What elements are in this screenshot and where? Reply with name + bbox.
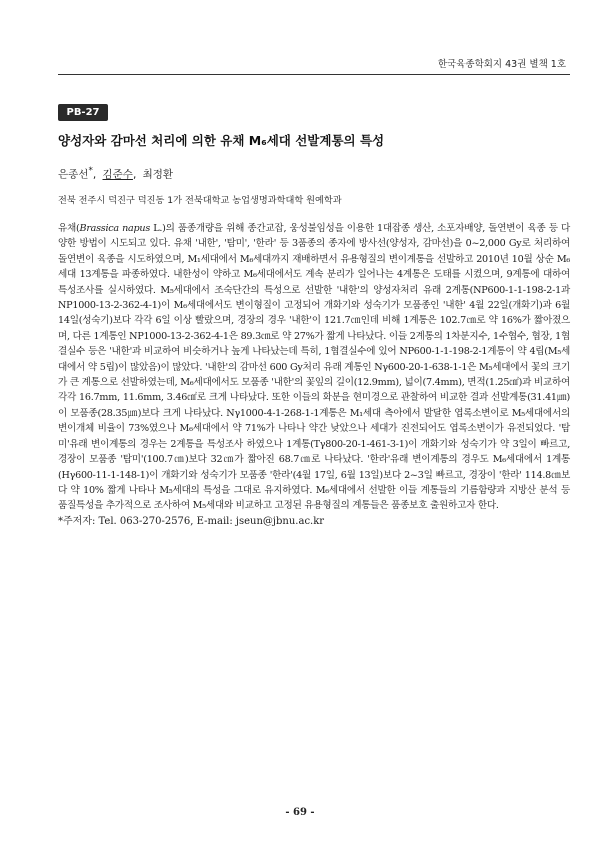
abstract	[58, 221, 570, 514]
page-number: - 69 -	[285, 807, 315, 818]
author-separator: ,	[92, 168, 97, 181]
author-name: 최정환	[142, 168, 174, 181]
contact-info: *주저자: Tel. 063-270-2576, E-mail: jseun@jbnu.ac.kr	[58, 516, 325, 527]
paper-title: 양성자와 감마선 처리에 의한 유채 M₆세대 선발계통의 특성	[58, 133, 385, 148]
abstract-text-start: 유채(	[58, 223, 80, 234]
author-list	[58, 166, 173, 182]
species-name: Brassica napus	[79, 223, 150, 234]
presentation-badge: PB-27	[58, 104, 108, 121]
journal-header: 한국육종학회지 43권 별책 1호	[437, 59, 566, 70]
author-separator: ,	[132, 168, 137, 181]
abstract-text-body: L.)의 품종개량을 위해 종간교잡, 웅성불임성을 이용한 1대잡종 생산, 소포자배양, 돌연변이 육종 등 다양한 방법이 시도되고 있다. 유채 '내한', '탐미', '한라' 등 3품종의 종자에 방사선(양성자, 감마선)을 0~2,000 Gy로 처리하여 돌연변이 육종을 시도하였으며, M₁세대에서 M₆세대까지 재배하면서 유용형질의 변이계통을 선발하고 2010년 10월 상순 M₆세대 13계통을 파종하였다. 내한성이 약하고 M₆세대에서도 계속 분리가 일어나는 4계통은 도태를 시켰으며, 9계통에 대하여 특성조사를 실시하였다. M₅세대에서 조숙단간의 특성으로 선발한 '내한'의 양성자처리 유래 2계통(NP600-1-1-198-2-1과 NP1000-13-2-362-4-1)이 M₆세대에서도 변이형질이 고정되어 개화기와 성숙기가 모품종인 '내한' 4월 22일(개화기)과 6월 14일(성숙기)보다 각각 6일 이상 빨랐으며, 경장의 경우 '내한'이 121.7㎝인데 비해 1계통은 102.7㎝로 약 16%가 짧아졌으며, 다른 1계통인 NP1000-13-2-362-4-1은 89.3㎝로 약 27%가 짧게 나타났다. 이들 2계통의 1차분지수, 1수협수, 협장, 1협결실수 등은 '내한'과 비교하여 비슷하거나 높게 나타났는데 특히, 1협결실수에 있어 NP600-1-1-198-2-1계통이 약 4립(M₅세대에서 약 5립)이 많았음)이 많았다. '내한'의 감마선 600 Gy처리 유래 계통인 Nγ600-20-1-638-1-1은 M₅세대에서 꽃의 크기가 큰 계통으로 선발하였는데, M₆세대에서도 모품종 '내한'의 꽃잎의 길이(12.9mm), 넓이(7.4mm), 면적(1.25㎠)과 비교하여 각각 16.7mm, 11.6mm, 3.46㎠로 크게 나타났다. 또한 이들의 화분을 현미경으로 관찰하여 비교한 결과 선발계통(31.41㎛)이 모품종(28.35㎛)보다 크게 나타났다. Nγ1000-4-1-268-1-1계통은 M₁세대 측아에서 발달한 엽록소변이로 M₅세대에서의 변이개체 비율이 73%였으나 M₆세대에서 약 71%가 나타나 약간 낮았으나 세대가 진전되어도 엽록소변이가 유전되었다. '탐미'유래 변이계통의 경우는 2계통을 특성조사 하였으나 1계통(Tγ800-20-1-461-3-1)이 개화기와 성숙기가 약 3일이 빠르고, 경장이 모품종 '탐미'(100.7㎝)보다 32㎝가 짧아진 68.7㎝로 나타났다. '한라'유래 변이계통의 경우도 M₆세대에서 1계통(Hγ600-11-1-148-1)이 개화기와 성숙기가 모품종 '한라'(4월 17일, 6월 13일)보다 2~3일 빠르고, 경장이 '한라' 114.8㎝보다 약 10% 짧게 나타나 M₅세대의 특성을 그대로 유지하였다. M₆세대에서 선발한 이들 계통들의 기름함량과 지방산 분석 등 품질특성을 추가적으로 조사하여 M₅세대와 비교하고 고정된 유용형질의 계통들은 품종보호 출원하고자 한다.	[58, 223, 570, 512]
corresponding-author-mark: *	[88, 166, 93, 176]
author-name: 은종선	[58, 168, 89, 181]
abstract-paragraph	[58, 221, 570, 514]
header-rule	[58, 74, 570, 75]
affiliation: 전북 전주시 덕진구 덕진동 1가 전북대학교 농업생명과학대학 원예학과	[58, 195, 342, 206]
author-name: 김준수	[102, 168, 133, 181]
